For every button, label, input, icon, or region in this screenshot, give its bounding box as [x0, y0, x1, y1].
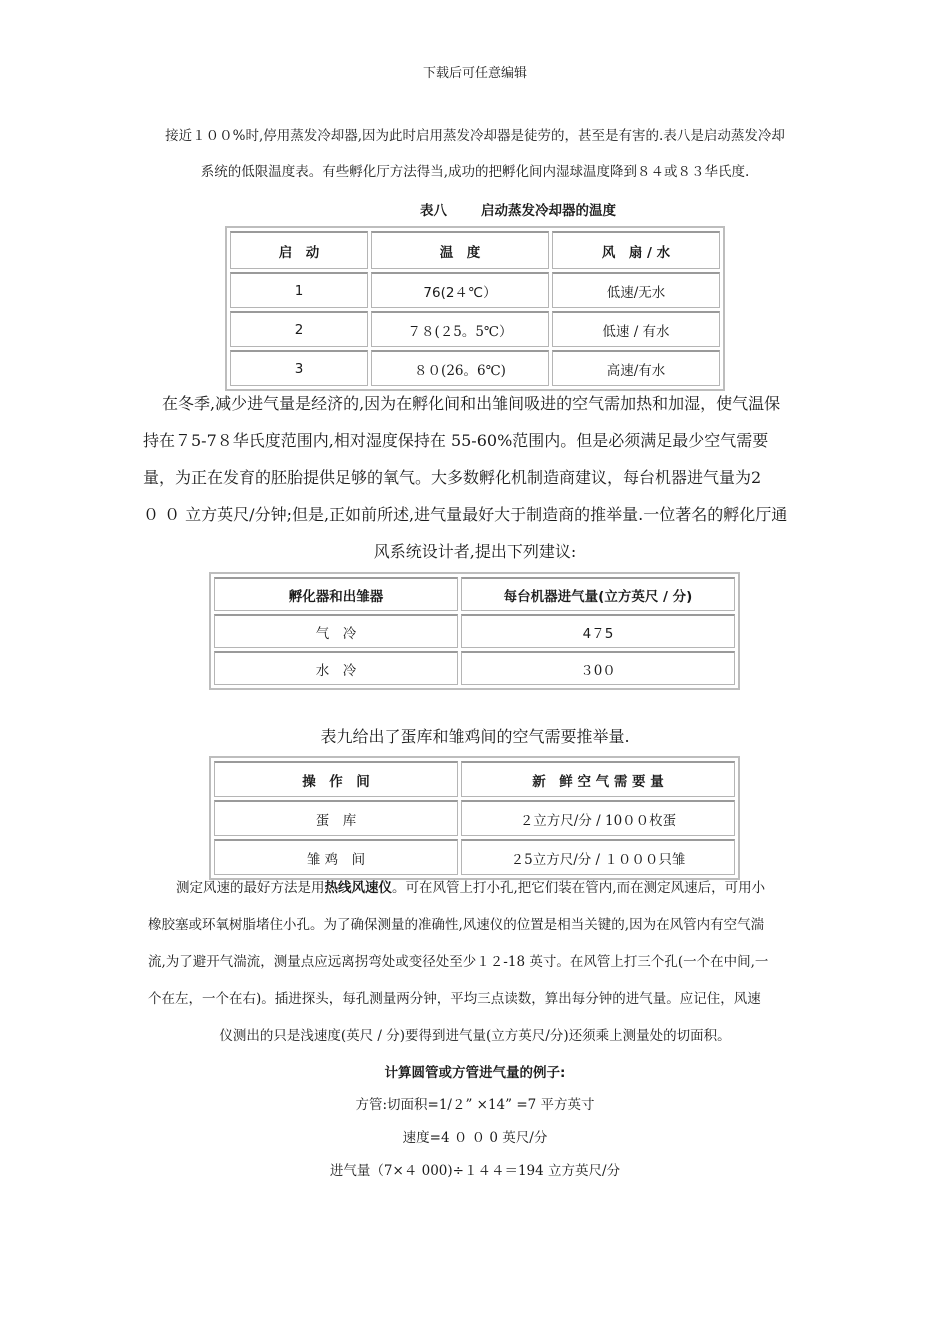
- table-row: [230, 350, 720, 386]
- machine-table-header-row: [214, 577, 735, 611]
- table8-header-start: 启 动: [230, 231, 368, 269]
- table8-header-temperature: 温 度: [371, 231, 549, 269]
- table8-header-row: [230, 231, 720, 269]
- method-line-5: 仪测出的只是浅速度(英尺 / 分)要得到进气量(立方英尺/分)还须乘上测量处的切面积。: [219, 1028, 731, 1044]
- hot-wire-anemometer-term: 热线风速仪: [324, 880, 392, 896]
- table-row: [214, 839, 735, 875]
- method-line-1: [176, 876, 765, 900]
- table-row: [230, 311, 720, 347]
- machine-header-type: 孵化器和出雏器: [214, 577, 458, 611]
- example-line-1: 方管:切面积=1/２” ×14” =7 平方英寸: [355, 1097, 595, 1113]
- winter-line-2: 持在７5-7８华氏度范围内,相对湿度保持在 55-60%范围内。但是必须满足最少空气需要: [143, 431, 769, 450]
- machine-cell-intake: ３0０: [461, 651, 735, 685]
- intro-line-1: 接近１００%时,停用蒸发冷却器,因为此时启用蒸发冷却器是徒劳的，甚至是有害的.表八是启动蒸发冷却: [165, 128, 785, 144]
- table-row: [214, 614, 735, 648]
- winter-line-3: 量，为正在发育的胚胎提供足够的氧气。大多数孵化机制造商建议，每台机器进气量为2: [143, 468, 762, 487]
- table8-cell-fan-water: 高速/有水: [552, 350, 720, 386]
- table8-cell-fan-water: 低速/无水: [552, 272, 720, 308]
- table8-caption-number: 表八: [420, 203, 447, 219]
- table9-cell-air: ２5立方尺/分 / １０００只雏: [461, 839, 735, 875]
- example-line-2: 速度=4 ０ ０ 0 英尺/分: [402, 1130, 548, 1146]
- intro-line-2: 系统的低限温度表。有些孵化厅方法得当,成功的把孵化间内湿球温度降到８４或８３华氏度.: [200, 164, 750, 180]
- table-row: [214, 651, 735, 685]
- method-line-2: 橡胶塞或环氧树脂堵住小孔。为了确保测量的准确性,风速仪的位置是相当关键的,因为在风管内有空气湍: [148, 917, 765, 933]
- table9-cell-room: 雏 鸡 间: [214, 839, 458, 875]
- example-line-3: 进气量（7×４ 000)÷１４４＝194 立方英尺/分: [329, 1163, 621, 1179]
- table9-header-air: 新 鲜 空 气 需 要 量: [461, 761, 735, 797]
- table8-cell-temperature: 76(2４℃）: [371, 272, 549, 308]
- table9-header-room: 操 作 间: [214, 761, 458, 797]
- machine-intake-table: [209, 572, 740, 690]
- machine-cell-intake: 4７5: [461, 614, 735, 648]
- table9-cell-room: 蛋 库: [214, 800, 458, 836]
- machine-cell-type: 水 冷: [214, 651, 458, 685]
- example-title: 计算圆管或方管进气量的例子:: [384, 1065, 566, 1081]
- method-line-3: 流,为了避开气湍流，测量点应远离拐弯处或变径处至少１２-18 英寸。在风管上打三个孔(一个在中间,一: [148, 954, 769, 970]
- table9-intro: 表九给出了蛋库和雏鸡间的空气需要推举量.: [320, 727, 630, 746]
- table8-caption-title: 启动蒸发冷却器的温度: [481, 203, 616, 219]
- table9: [209, 756, 740, 880]
- winter-line-5: 风系统设计者,提出下列建议:: [373, 542, 577, 561]
- table-row: [230, 272, 720, 308]
- table9-header-row: [214, 761, 735, 797]
- table8-cell-temperature: ８０(26。6℃): [371, 350, 549, 386]
- winter-line-1: 在冬季,减少进气量是经济的,因为在孵化间和出雏间吸进的空气需加热和加湿，使气温保: [162, 394, 781, 413]
- method-line-1-start: 测定风速的最好方法是用: [176, 880, 325, 896]
- table8-cell-start: 3: [230, 350, 368, 386]
- table8-cell-fan-water: 低速 / 有水: [552, 311, 720, 347]
- page-header-note: 下载后可任意编辑: [422, 66, 527, 81]
- winter-line-4: ０ ０ 立方英尺/分钟;但是,正如前所述,进气量最好大于制造商的推举量.一位著名的孵化厅通: [143, 505, 788, 524]
- table-row: [214, 800, 735, 836]
- table8-header-fan-water: 风 扇 / 水: [552, 231, 720, 269]
- table9-cell-air: ２立方尺/分 / 10００枚蛋: [461, 800, 735, 836]
- table8: [225, 226, 725, 391]
- method-line-1-end: 。可在风管上打小孔,把它们装在管内,而在测定风速后，可用小: [392, 880, 766, 896]
- table8-cell-start: 1: [230, 272, 368, 308]
- method-line-4: 个在左，一个在右)。插进探头，每孔测量两分钟，平均三点读数，算出每分钟的进气量。应记住，风速: [148, 991, 761, 1007]
- machine-header-intake: 每台机器进气量(立方英尺 / 分): [461, 577, 735, 611]
- table8-cell-start: 2: [230, 311, 368, 347]
- machine-cell-type: 气 冷: [214, 614, 458, 648]
- table8-cell-temperature: ７８(２5。5℃）: [371, 311, 549, 347]
